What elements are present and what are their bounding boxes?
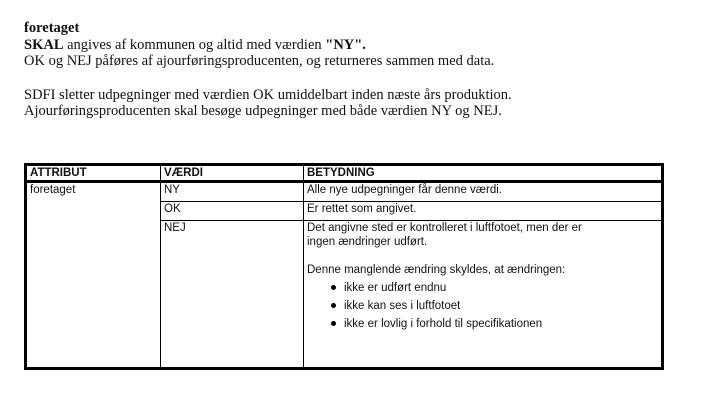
value-cell: NEJ: [161, 221, 304, 369]
table-row: [26, 182, 663, 202]
rule-keyword: SKAL: [24, 36, 64, 53]
attribute-cell: foretaget: [26, 182, 161, 369]
list-item: ikke er udført endnu: [331, 281, 658, 295]
rule-value: "NY".: [325, 36, 366, 53]
reason-intro: Denne manglende ændring skyldes, at ændringen:: [307, 264, 566, 277]
header-vaerdi: VÆRDI: [161, 165, 304, 182]
deletion-note: SDFI sletter udpegninger med værdien OK umiddelbart inden næste års produktion.: [24, 86, 512, 103]
meaning-cell: Alle nye udpegninger får denne værdi.: [304, 182, 663, 202]
meaning-line: ingen ændringer udført.: [307, 236, 428, 249]
bullet-icon: [331, 303, 336, 308]
attribute-heading: foretaget: [24, 20, 80, 36]
rule-text: angives af kommunen og altid med værdien: [63, 36, 326, 53]
header-attribut: ATTRIBUT: [26, 165, 161, 182]
list-item: ikke kan ses i luftfotoet: [331, 299, 658, 313]
intro-text: [24, 20, 512, 120]
bullet-icon: [331, 285, 336, 290]
producer-note: OK og NEJ påføres af ajourføringsproducenten, og returneres sammen med data.: [24, 53, 495, 69]
attribute-table: [24, 163, 664, 370]
value-cell: NY: [161, 182, 304, 202]
bullet-icon: [331, 321, 336, 326]
meaning-cell: [304, 221, 663, 369]
meaning-line: Det angivne sted er kontrolleret i luftfotoet, men der er: [307, 222, 582, 235]
reason-list: [307, 281, 658, 331]
list-item: ikke er lovlig i forhold til specifikationen: [331, 317, 658, 331]
visit-note: Ajourføringsproducenten skal besøge udpegninger med både værdien NY og NEJ.: [24, 103, 502, 119]
rule-line: [24, 37, 512, 54]
table-header-row: [26, 165, 663, 182]
value-cell: OK: [161, 202, 304, 221]
meaning-cell: Er rettet som angivet.: [304, 202, 663, 221]
header-betydning: BETYDNING: [304, 165, 663, 182]
